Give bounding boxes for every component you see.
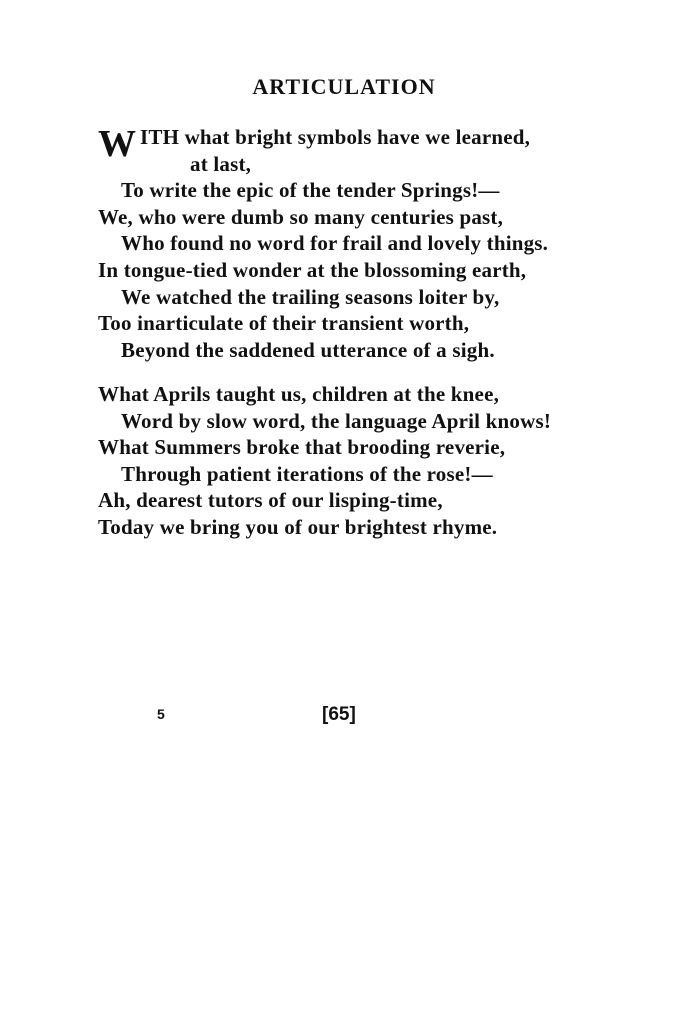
first-line-text: ITH what bright symbols have we learned, [140,125,531,149]
poem-line: Beyond the saddened utterance of a sigh. [121,337,495,362]
first-line-turnover: at last, [190,151,252,176]
stanza-2 [98,381,658,541]
poem-line: In tongue-tied wonder at the blossoming earth, [98,257,527,282]
poem-line: To write the epic of the tender Springs!— [121,178,500,203]
poem-line: Word by slow word, the language April knows! [121,408,552,433]
poem-line: We, who were dumb so many centuries past, [98,204,504,229]
poem-line: We watched the trailing seasons loiter by, [121,284,500,309]
signature-mark: 5 [157,706,165,722]
poem-line: Too inarticulate of their transient worth, [98,311,470,336]
page-number: [65] [322,704,356,725]
poem-line: Ah, dearest tutors of our lisping-time, [98,488,443,513]
stanza-1 [98,124,658,363]
poem-line: Through patient iterations of the rose!— [121,461,493,486]
poem-title: ARTICULATION [252,74,436,99]
drop-cap: W [98,123,137,165]
poem-line: What Summers broke that brooding reverie, [98,435,506,460]
poem-line: What Aprils taught us, children at the knee, [98,382,500,406]
poem-line: Today we bring you of our brightest rhyme. [98,514,498,539]
poem-line: Who found no word for frail and lovely things. [121,231,549,256]
